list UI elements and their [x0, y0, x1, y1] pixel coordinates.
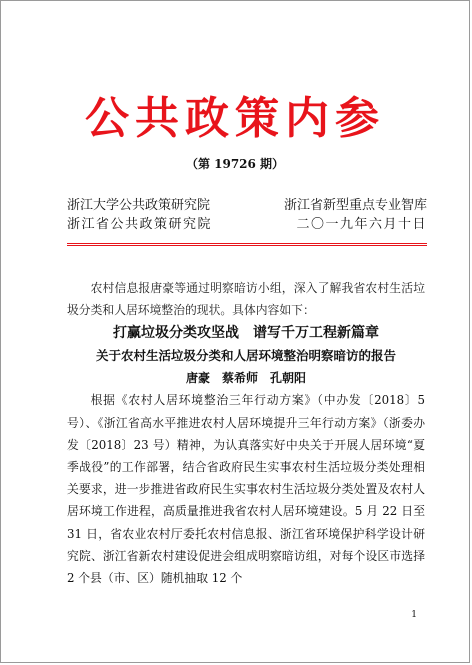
org-right-1: 浙江省新型重点专业智库 — [283, 198, 427, 213]
article-authors: 唐豪 蔡希师 孔朝阳 — [185, 371, 306, 386]
org-row-1 — [67, 197, 427, 215]
lead-paragraph: 农村信息报唐豪等通过明察暗访小组，深入了解我省农村生活垃圾分类和人居环境整治的现状。具体内容如下： — [67, 281, 425, 318]
org-row-2 — [67, 216, 427, 234]
article-subheading: 关于农村生活垃圾分类和人居环境整治明察暗访的报告 — [95, 348, 396, 364]
header-divider — [67, 243, 427, 246]
publish-date: 二〇一九年六月十日 — [296, 217, 427, 232]
masthead-title: 公共政策内参 — [85, 93, 385, 144]
page-number: 1 — [411, 610, 417, 620]
issue-number: （第 19726 期） — [185, 157, 285, 171]
org-left-1: 浙江大学公共政策研究院 — [67, 198, 211, 213]
body-paragraph: 根据《农村人居环境整治三年行动方案》（中办发〔2018〕5号）、《浙江省高水平推进农村人居环境提升三年行动方案》（浙委办发〔2018〕23 号）精神，为认真落实好中央关于开展人居环境“夏季战役”的工作部署，结合省政府民生实事农村生活垃圾分类处理相关要求，进一步推进省政府民生实事农村生活垃圾分类处置及农村人居环境工作进程，高质量推进我省农村人居环境建设。5 月 22 日至 31 日，省农业农村厅委托农村信息报、浙江省环境保护科学设计研究院、浙江省新农村建设促进会组成明察暗访组，对每个设区市选择 2 个县（市、区）随机抽取 12 个 — [67, 393, 425, 586]
article-headline: 打赢垃圾分类攻坚战 谱写千万工程新篇章 — [113, 325, 379, 342]
article-body — [67, 277, 425, 589]
org-left-2: 浙江省公共政策研究院 — [67, 217, 213, 232]
